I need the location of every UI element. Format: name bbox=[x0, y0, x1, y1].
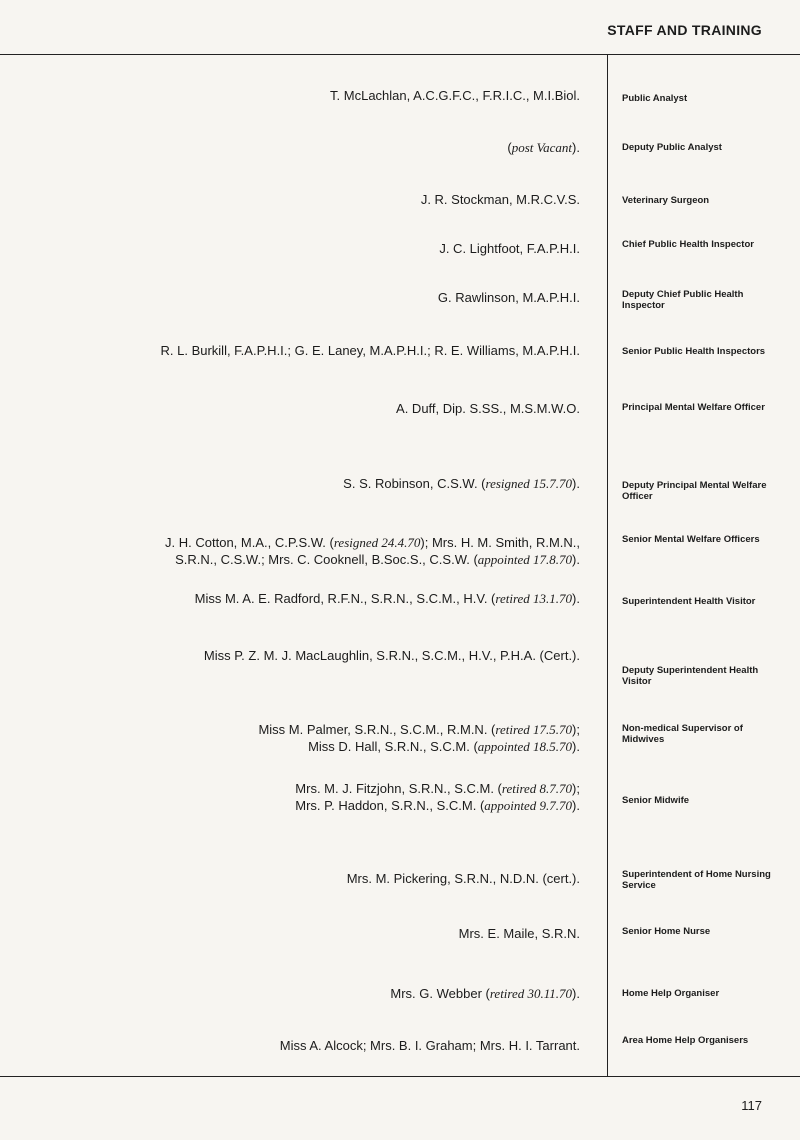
date-note: retired 30.11.70 bbox=[489, 986, 573, 1001]
position-title: Superintendent Health Visitor bbox=[622, 596, 756, 607]
position-title: Superintendent of Home Nursing Service bbox=[622, 869, 771, 891]
staff-names bbox=[347, 870, 580, 887]
staff-names-line bbox=[295, 780, 580, 797]
position-title: Public Analyst bbox=[622, 93, 688, 104]
position-title: Principal Mental Welfare Officer bbox=[622, 402, 765, 413]
staff-names bbox=[165, 534, 580, 568]
staff-names bbox=[421, 191, 580, 208]
name-text: Miss A. Alcock; Mrs. B. I. Graham; Mrs. H. I. Tarrant. bbox=[279, 1038, 580, 1053]
position-title: Home Help Organiser bbox=[622, 988, 720, 999]
staff-names bbox=[439, 240, 580, 257]
staff-names bbox=[258, 721, 580, 755]
position-title: Deputy Superintendent Health Visitor bbox=[622, 665, 759, 687]
staff-names-line bbox=[390, 985, 580, 1002]
name-text: ); Mrs. H. M. Smith, R.M.N., bbox=[420, 535, 580, 550]
staff-names-line bbox=[295, 797, 580, 814]
date-note: retired 8.7.70 bbox=[501, 781, 573, 796]
position-title: Deputy Principal Mental Welfare Officer bbox=[622, 480, 767, 502]
page-number: 117 bbox=[741, 1098, 762, 1113]
bottom-rule bbox=[0, 1076, 800, 1077]
staff-names-line bbox=[165, 551, 580, 568]
name-text: ( bbox=[507, 140, 512, 155]
name-text: R. L. Burkill, F.A.P.H.I.; G. E. Laney, M.A.P.H.I.; R. E. Williams, M.A.P.H.I. bbox=[160, 343, 580, 358]
name-text: ). bbox=[572, 476, 580, 491]
staff-names-line bbox=[330, 87, 580, 104]
staff-names bbox=[280, 1037, 580, 1054]
staff-names-line bbox=[204, 647, 580, 664]
date-note: appointed 17.8.70 bbox=[477, 552, 573, 567]
name-text: ). bbox=[572, 739, 580, 754]
name-text: J. R. Stockman, M.R.C.V.S. bbox=[420, 192, 580, 207]
name-text: Mrs. M. Pickering, S.R.N., N.D.N. (cert.). bbox=[346, 871, 580, 886]
staff-names-line bbox=[165, 534, 580, 551]
position-title: Non-medical Supervisor of Midwives bbox=[622, 723, 743, 745]
name-text: T. McLachlan, A.C.G.F.C., F.R.I.C., M.I.Biol. bbox=[330, 88, 580, 103]
name-text: Mrs. P. Haddon, S.R.N., S.C.M. ( bbox=[295, 798, 485, 813]
staff-names-line bbox=[507, 139, 580, 156]
staff-names bbox=[330, 87, 580, 104]
name-text: A. Duff, Dip. S.SS., M.S.M.W.O. bbox=[396, 401, 580, 416]
staff-names bbox=[396, 400, 580, 417]
position-title: Veterinary Surgeon bbox=[622, 195, 710, 206]
date-note: post Vacant bbox=[511, 140, 573, 155]
name-text: Mrs. G. Webber ( bbox=[390, 986, 490, 1001]
staff-names-line bbox=[258, 738, 580, 755]
date-note: appointed 18.5.70 bbox=[477, 739, 573, 754]
staff-names bbox=[438, 289, 580, 306]
date-note: retired 13.1.70 bbox=[495, 591, 573, 606]
name-text: ); bbox=[572, 781, 580, 796]
staff-names-line bbox=[459, 925, 580, 942]
name-text: ). bbox=[572, 140, 580, 155]
staff-names bbox=[295, 780, 580, 814]
staff-names bbox=[507, 139, 580, 156]
name-text: ); bbox=[572, 722, 580, 737]
position-title: Chief Public Health Inspector bbox=[622, 239, 754, 250]
staff-names-line bbox=[280, 1037, 580, 1054]
section-header: STAFF AND TRAINING bbox=[607, 22, 762, 38]
name-text: J. H. Cotton, M.A., C.P.S.W. ( bbox=[165, 535, 334, 550]
column-divider bbox=[607, 54, 608, 1076]
name-text: Miss M. A. E. Radford, R.F.N., S.R.N., S.C.M., H.V. ( bbox=[194, 591, 496, 606]
position-title: Area Home Help Organisers bbox=[622, 1035, 749, 1046]
name-text: G. Rawlinson, M.A.P.H.I. bbox=[437, 290, 580, 305]
staff-names bbox=[195, 590, 580, 607]
staff-names-line bbox=[258, 721, 580, 738]
name-text: Miss D. Hall, S.R.N., S.C.M. ( bbox=[308, 739, 478, 754]
staff-names-line bbox=[438, 289, 580, 306]
staff-names-line bbox=[161, 342, 581, 359]
name-text: ). bbox=[572, 986, 580, 1001]
date-note: retired 17.5.70 bbox=[495, 722, 573, 737]
date-note: resigned 15.7.70 bbox=[485, 476, 573, 491]
date-note: appointed 9.7.70 bbox=[484, 798, 573, 813]
date-note: resigned 24.4.70 bbox=[333, 535, 421, 550]
staff-names-line bbox=[421, 191, 580, 208]
staff-names-line bbox=[347, 870, 580, 887]
staff-names bbox=[204, 647, 580, 664]
position-title: Senior Midwife bbox=[622, 795, 690, 806]
name-text: Mrs. M. J. Fitzjohn, S.R.N., S.C.M. ( bbox=[295, 781, 502, 796]
staff-names bbox=[390, 985, 580, 1002]
name-text: J. C. Lightfoot, F.A.P.H.I. bbox=[439, 241, 580, 256]
name-text: S.R.N., C.S.W.; Mrs. C. Cooknell, B.Soc.S., C.S.W. ( bbox=[175, 552, 478, 567]
position-title: Senior Home Nurse bbox=[622, 926, 711, 937]
position-title: Senior Mental Welfare Officers bbox=[622, 534, 760, 545]
name-text: ). bbox=[572, 591, 580, 606]
staff-names-line bbox=[439, 240, 580, 257]
staff-names bbox=[161, 342, 581, 359]
name-text: Miss M. Palmer, S.R.N., S.C.M., R.M.N. ( bbox=[258, 722, 496, 737]
name-text: S. S. Robinson, C.S.W. ( bbox=[343, 476, 486, 491]
staff-names-line bbox=[195, 590, 580, 607]
staff-names-line bbox=[396, 400, 580, 417]
top-rule bbox=[0, 54, 800, 55]
name-text: Miss P. Z. M. J. MacLaughlin, S.R.N., S.C.M., H.V., P.H.A. (Cert.). bbox=[203, 648, 580, 663]
position-title: Deputy Chief Public Health Inspector bbox=[622, 289, 744, 311]
position-title: Senior Public Health Inspectors bbox=[622, 346, 766, 357]
name-text: ). bbox=[572, 552, 580, 567]
staff-names bbox=[459, 925, 580, 942]
name-text: ). bbox=[572, 798, 580, 813]
position-title: Deputy Public Analyst bbox=[622, 142, 722, 153]
name-text: Mrs. E. Maile, S.R.N. bbox=[458, 926, 580, 941]
staff-names-line bbox=[343, 475, 580, 492]
staff-names bbox=[343, 475, 580, 492]
